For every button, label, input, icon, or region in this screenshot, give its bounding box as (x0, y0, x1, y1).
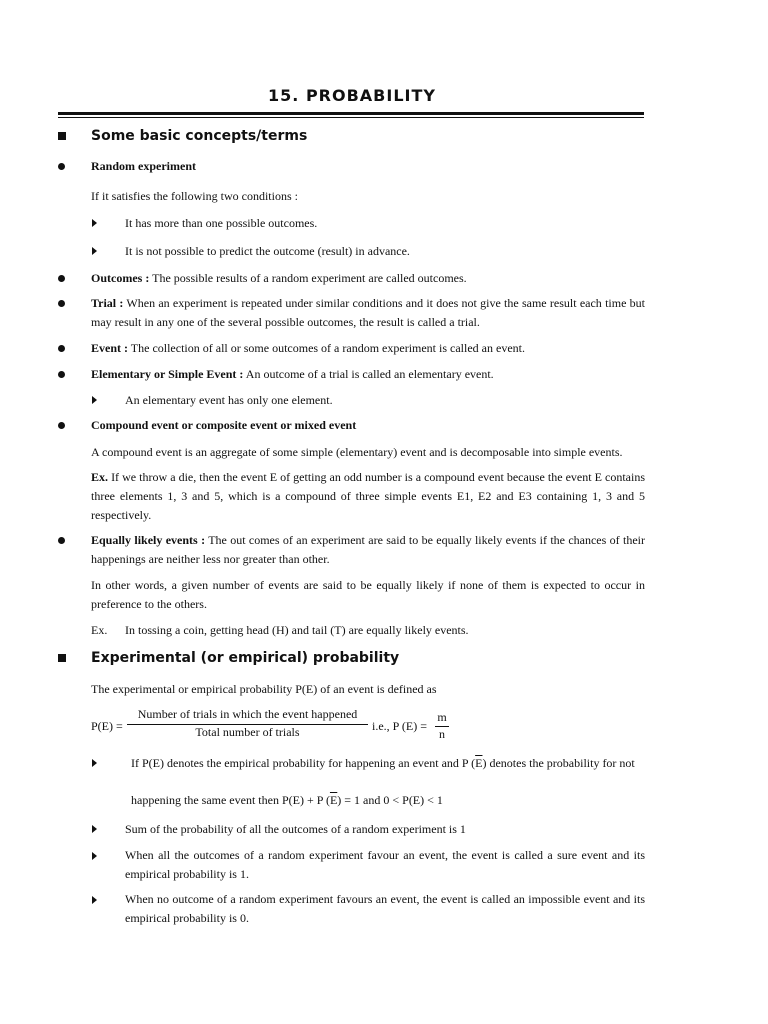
title-rule-thick (58, 112, 644, 115)
section-heading-empirical: Experimental (or empirical) probability (91, 650, 400, 666)
compound-example-text: If we throw a die, then the event E of getting an odd number is a compound event because the event E contains three elements 1, 3 and 5, which is a compound of three simple events E1, E2 and E3 containing 1, 3 and 5 respectively. (91, 470, 645, 522)
random-experiment-intro: If it satisfies the following two conditions : (91, 189, 298, 203)
event-definition (91, 339, 645, 358)
equally-likely-other-words: In other words, a given number of events are said to be equally likely if none of them is expected to occur in preference to the others. (91, 578, 645, 611)
empirical-intro: The experimental or empirical probability P(E) of an event is defined as (91, 682, 437, 696)
e-bar: $\overline{E}$ (475, 756, 483, 770)
bullet-icon (58, 345, 65, 352)
bullet-icon (58, 300, 65, 307)
example-label: Ex. (91, 623, 108, 637)
formula-ie: i.e., P (E) = (372, 719, 427, 733)
trial-text: When an experiment is repeated under similar conditions and it does not give the same result each time but may result in any one of the several possible outcomes, the result is called a trial. (91, 296, 645, 329)
term-event: Event : (91, 341, 128, 355)
square-bullet-icon (58, 654, 66, 662)
note1-part-c: happening the same event then P(E) + P ( (131, 793, 330, 807)
compound-example (91, 468, 645, 525)
triangle-bullet-icon (92, 219, 97, 227)
formula-numerator: Number of trials in which the event happened (137, 707, 358, 721)
triangle-bullet-icon (92, 825, 97, 833)
condition-2: It is not possible to predict the outcome (result) in advance. (125, 244, 410, 258)
note-sum-probability: Sum of the probability of all the outcomes of a random experiment is 1 (125, 822, 466, 836)
event-text: The collection of all or some outcomes of a random experiment is called an event. (128, 341, 525, 355)
note-empirical-line2 (131, 791, 443, 810)
term-equally-likely: Equally likely events : (91, 533, 206, 547)
term-elementary: Elementary or Simple Event : (91, 367, 244, 381)
outcomes-text: The possible results of a random experiment are called outcomes. (149, 271, 467, 285)
triangle-bullet-icon (92, 852, 97, 860)
bullet-icon (58, 422, 65, 429)
triangle-bullet-icon (92, 759, 97, 767)
bullet-icon (58, 537, 65, 544)
formula-denominator: Total number of trials (195, 725, 300, 739)
equally-likely-text: The out comes of an experiment are said to be equally likely events if the chances of their happenings are neither less nor greater than other. (91, 533, 645, 566)
note1-part-d: ) = 1 and 0 < P(E) < 1 (337, 793, 443, 807)
bullet-icon (58, 163, 65, 170)
term-outcomes: Outcomes : (91, 271, 150, 285)
condition-1: It has more than one possible outcomes. (125, 216, 318, 230)
note1-part-a: If P(E) denotes the empirical probability for happening an event and P ( (131, 756, 476, 770)
triangle-bullet-icon (92, 896, 97, 904)
note-sure-event: When all the outcomes of a random experiment favour an event, the event is called a sure event and its empirical probability is 1. (125, 848, 645, 881)
square-bullet-icon (58, 132, 66, 140)
formula-lhs: P(E) = (91, 719, 123, 733)
triangle-bullet-icon (92, 396, 97, 404)
e-bar: $\overline{E}$ (329, 793, 338, 807)
compound-definition: A compound event is an aggregate of some simple (elementary) event and is decomposable into simple events. (91, 445, 623, 459)
formula-n: n (439, 727, 445, 741)
bullet-icon (58, 371, 65, 378)
formula-m: m (437, 710, 447, 724)
equally-likely-example: In tossing a coin, getting head (H) and tail (T) are equally likely events. (125, 623, 469, 637)
bullet-icon (58, 275, 65, 282)
elementary-definition (91, 365, 645, 384)
elementary-text: An outcome of a trial is called an elementary event. (243, 367, 494, 381)
note1-part-b: ) denotes the probability for not (482, 756, 635, 770)
page-title: 15. PROBABILITY (268, 86, 436, 105)
outcomes-definition (91, 269, 645, 288)
section-heading-basic-concepts: Some basic concepts/terms (91, 128, 308, 144)
note-impossible-event: When no outcome of a random experiment favours an event, the event is called an impossible event and its empirical probability is 0. (125, 892, 645, 925)
title-rule-thin (58, 117, 644, 118)
note-empirical-line1 (131, 754, 651, 773)
triangle-bullet-icon (92, 247, 97, 255)
equally-likely-definition (91, 531, 645, 569)
term-random-experiment: Random experiment (91, 159, 196, 173)
elementary-note: An elementary event has only one element. (125, 393, 333, 407)
term-trial: Trial : (91, 296, 124, 310)
example-label: Ex. (91, 470, 109, 484)
trial-definition (91, 294, 645, 332)
term-compound-event: Compound event or composite event or mixed event (91, 418, 357, 432)
